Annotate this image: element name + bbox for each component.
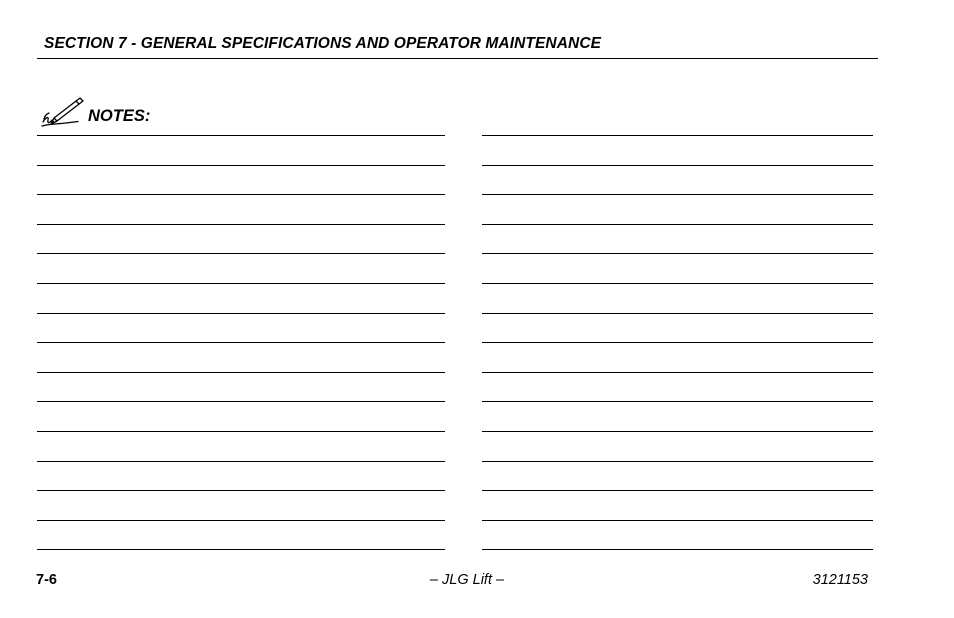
footer-brand: – JLG Lift – bbox=[429, 572, 505, 588]
note-line bbox=[37, 431, 445, 432]
note-line bbox=[37, 461, 445, 462]
note-line bbox=[37, 194, 445, 195]
note-line bbox=[37, 313, 445, 314]
note-line bbox=[37, 342, 445, 343]
note-line bbox=[482, 224, 873, 225]
section-title: SECTION 7 - GENERAL SPECIFICATIONS AND OPERATOR MAINTENANCE bbox=[44, 35, 602, 52]
note-line bbox=[482, 549, 873, 550]
note-line bbox=[482, 520, 873, 521]
note-line bbox=[37, 520, 445, 521]
notes-heading: NOTES: bbox=[88, 107, 151, 125]
note-line bbox=[37, 135, 445, 136]
pencil-writing-icon bbox=[40, 96, 84, 128]
note-line bbox=[37, 549, 445, 550]
document-number: 3121153 bbox=[812, 572, 868, 588]
note-line bbox=[482, 431, 873, 432]
header-divider bbox=[37, 58, 878, 59]
note-line bbox=[37, 283, 445, 284]
note-line bbox=[482, 490, 873, 491]
note-line bbox=[37, 490, 445, 491]
note-line bbox=[482, 135, 873, 136]
note-line bbox=[482, 194, 873, 195]
note-line bbox=[482, 461, 873, 462]
note-line bbox=[37, 401, 445, 402]
note-line bbox=[482, 342, 873, 343]
note-line bbox=[482, 165, 873, 166]
page-number: 7-6 bbox=[36, 572, 57, 588]
note-line bbox=[482, 401, 873, 402]
note-line bbox=[482, 372, 873, 373]
note-line bbox=[37, 165, 445, 166]
note-line bbox=[37, 224, 445, 225]
note-line bbox=[482, 253, 873, 254]
note-line bbox=[37, 253, 445, 254]
note-line bbox=[482, 283, 873, 284]
note-line bbox=[482, 313, 873, 314]
note-line bbox=[37, 372, 445, 373]
